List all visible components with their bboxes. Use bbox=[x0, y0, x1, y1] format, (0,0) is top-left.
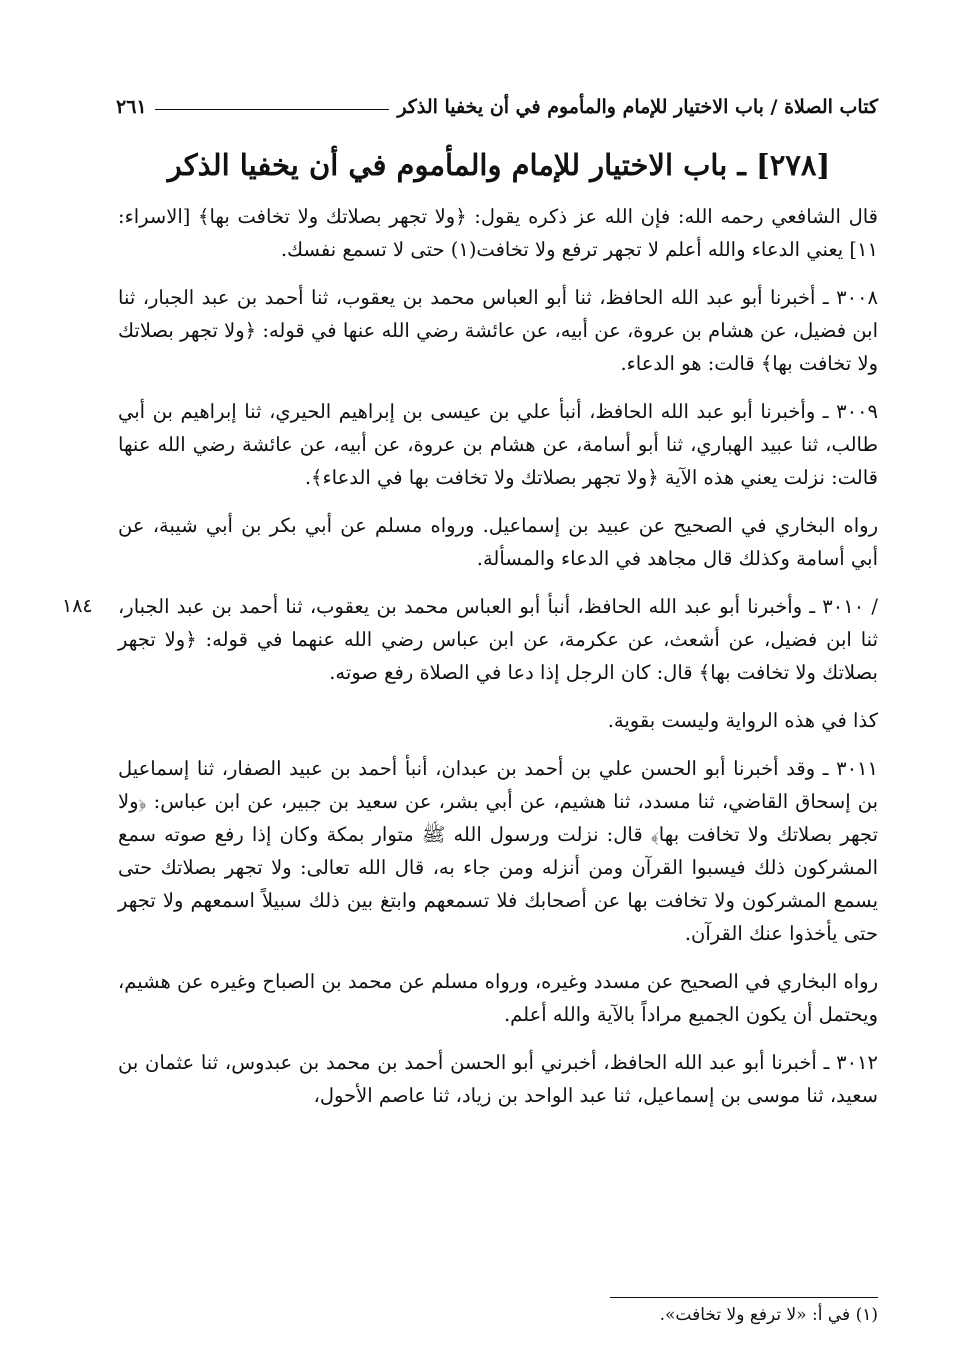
paragraph bbox=[118, 509, 878, 575]
paragraph-text: ٣٠٠٩ ـ وأخبرنا أبو عبد الله الحافظ، أنبأ علي بن عيسى بن إبراهيم الحيري، ثنا إبراهيم بن أبي طالب، ثنا عبيد الهباري، ثنا أبو أسامة، عن هشام بن عروة، عن أبيه، عن عائشة رضي الله عنها قالت: نزلت يعني هذه الآية ﴿ولا تجهر بصلاتك ولا تخافت بها في الدعاء﴾. bbox=[118, 400, 878, 489]
header-rule bbox=[155, 109, 390, 110]
paragraph bbox=[118, 752, 878, 950]
footnote: (١) في أ: «لا ترفع ولا تخافت». bbox=[659, 1305, 878, 1325]
paragraph bbox=[118, 1046, 878, 1112]
paragraph-text: كذا في هذه الرواية وليست بقوية. bbox=[607, 709, 878, 732]
paragraph bbox=[62, 590, 878, 689]
running-title: كتاب الصلاة / باب الاختيار للإمام والمأموم في أن يخفيا الذكر bbox=[397, 96, 878, 118]
page-number: ٢٦١ bbox=[116, 96, 147, 118]
paragraph bbox=[118, 395, 878, 494]
paragraph-text: ٣٠١١ ـ وقد أخبرنا أبو الحسن علي بن أحمد بن عبدان، أنبأ أحمد بن عبيد الصفار، ثنا إسماعيل بن إسحاق القاضي، ثنا مسدد، ثنا هشيم، عن أبي بشر، عن سعيد بن جبير، عن ابن عباس: ﴿ولا تجهر بصلاتك ولا تخافت بها﴾ قال: نزلت ورسول الله ﷺ متوار بمكة وكان إذا رفع صوته سمع المشركون ذلك فيسبوا القرآن ومن أنزله ومن جاء به، قال الله تعالى: ولا تجهر بصلاتك حتى يسمع المشركون ولا تخافت بها عن أصحابك فلا تسمعهم وابتغ بين ذلك سبيلاً اسمعهم ولا تجهر حتى يأخذوا عنك القرآن. bbox=[118, 757, 878, 945]
paragraph-text: ٣٠٠٨ ـ أخبرنا أبو عبد الله الحافظ، ثنا أبو العباس محمد بن يعقوب، ثنا أحمد بن عبد الجبار، ثنا ابن فضيل، عن هشام بن عروة، عن أبيه، عن عائشة رضي الله عنها في قوله: ﴿ولا تجهر بصلاتك ولا تخافت بها﴾ قالت: هو الدعاء. bbox=[118, 286, 878, 375]
paragraph-text: رواه البخاري في الصحيح عن مسدد وغيره، ورواه مسلم عن محمد بن الصباح وغيره عن هشيم، ويحتمل أن يكون الجميع مراداً بالآية والله أعلم. bbox=[118, 970, 878, 1026]
running-header bbox=[116, 92, 878, 122]
footnote-rule bbox=[610, 1297, 878, 1298]
body-text bbox=[62, 200, 878, 1127]
paragraph bbox=[118, 281, 878, 380]
paragraph-text: ٣٠١٢ ـ أخبرنا أبو عبد الله الحافظ، أخبرني أبو الحسن أحمد بن محمد بن عبدوس، ثنا عثمان بن سعيد، ثنا موسى بن إسماعيل، ثنا عبد الواحد بن زياد، ثنا عاصم الأحول، bbox=[118, 1051, 878, 1107]
paragraph bbox=[118, 704, 878, 737]
chapter-title: [٢٧٨] ـ باب الاختيار للإمام والمأموم في أن يخفيا الذكر bbox=[167, 148, 831, 182]
paragraph-text: رواه البخاري في الصحيح عن عبيد بن إسماعيل. ورواه مسلم عن أبي بكر بن أبي شيبة، عن أبي أسامة وكذلك قال مجاهد في الدعاء والمسألة. bbox=[118, 514, 878, 570]
paragraph bbox=[118, 200, 878, 266]
paragraph-text: / ٣٠١٠ ـ وأخبرنا أبو عبد الله الحافظ، أنبأ أبو العباس محمد بن يعقوب، ثنا أحمد بن عبد الجبار، ثنا ابن فضيل، عن أشعث، عن عكرمة، عن ابن عباس رضي الله عنهما في قوله: ﴿ولا تجهر بصلاتك ولا تخافت بها﴾ قال: كان الرجل إذا دعا في الصلاة رفع صوته. bbox=[118, 595, 878, 684]
paragraph bbox=[118, 965, 878, 1031]
paragraph-text: قال الشافعي رحمه الله: فإن الله عز ذكره يقول: ﴿ولا تجهر بصلاتك ولا تخافت بها﴾ [الاسراء: ١١] يعني الدعاء والله أعلم لا تجهر ترفع ولا تخافت(١) حتى لا تسمع نفسك. bbox=[118, 205, 878, 261]
margin-page-note: ١٨٤ bbox=[62, 595, 93, 617]
